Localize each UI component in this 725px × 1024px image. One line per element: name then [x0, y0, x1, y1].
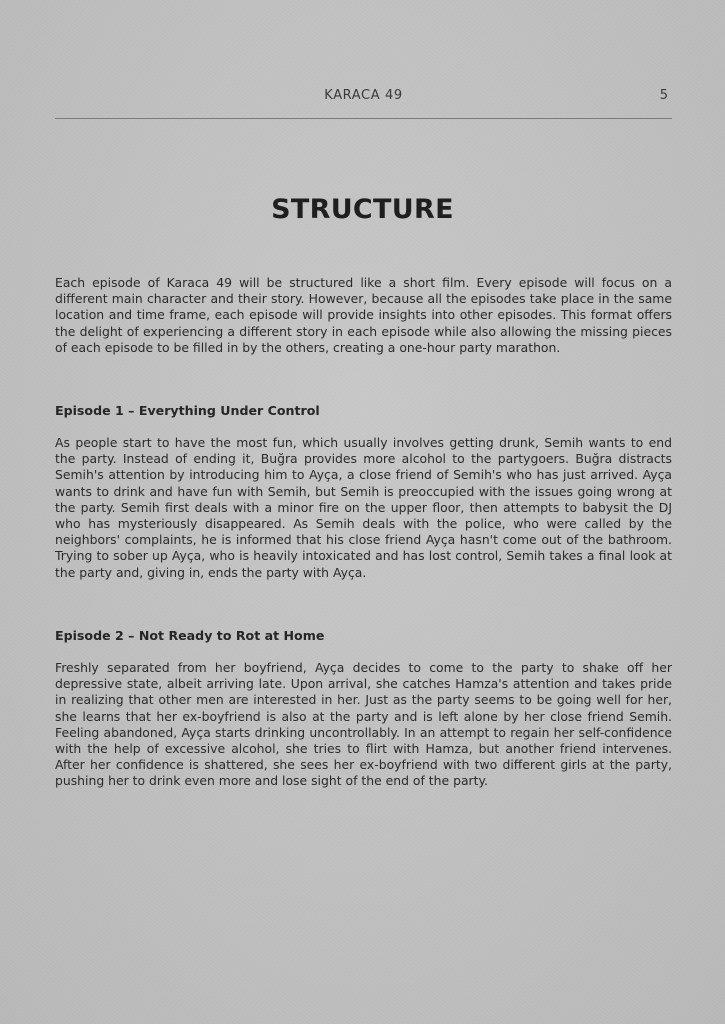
page-header: [55, 88, 672, 108]
episode-1-heading: Episode 1 – Everything Under Control: [55, 403, 320, 418]
episode-2-paragraph: Freshly separated from her boyfriend, Ayça decides to come to the party to shake off her depressive state, albeit arriving late. Upon arrival, she catches Hamza's attention and takes pride in realizing that other men are interested in her. Just as the party seems to be going well for her, she learns that her ex-boyfriend is also at the party and is left alone by her close friend Semih. Feeling abandoned, Ayça starts drinking uncontrollably. In an attempt to regain her self-confidence with the help of excessive alcohol, she tries to flirt with Hamza, but another friend intervenes. After her confidence is shattered, she sees her ex-boyfriend with two different girls at the party, pushing her to drink even more and lose sight of the end of the party.: [55, 660, 672, 789]
page-number: 5: [659, 88, 668, 103]
running-title: KARACA 49: [324, 88, 403, 103]
episode-1-paragraph: As people start to have the most fun, which usually involves getting drunk, Semih wants to end the party. Instead of ending it, Buğra provides more alcohol to the partygoers. Buğra distracts Semih's attention by introducing him to Ayça, a close friend of Semih's who has just arrived. Ayça wants to drink and have fun with Semih, but Semih is preoccupied with the issues going wrong at the party. Semih first deals with a minor fire on the upper floor, then attempts to babysit the DJ who has mysteriously disappeared. As Semih deals with the police, who were called by the neighbors' complaints, he is informed that his close friend Ayça hasn't come out of the bathroom. Trying to sober up Ayça, who is heavily intoxicated and has lost control, Semih takes a final look at the party and, giving in, ends the party with Ayça.: [55, 435, 672, 580]
intro-paragraph: Each episode of Karaca 49 will be structured like a short film. Every episode will focus on a different main character and their story. However, because all the episodes take place in the same location and time frame, each episode will provide insights into other episodes. This format offers the delight of experiencing a different story in each episode while also allowing the missing pieces of each episode to be filled in by the others, creating a one-hour party marathon.: [55, 275, 672, 355]
page-title: STRUCTURE: [271, 194, 454, 225]
header-divider: [55, 118, 672, 119]
episode-2-heading: Episode 2 – Not Ready to Rot at Home: [55, 628, 325, 643]
